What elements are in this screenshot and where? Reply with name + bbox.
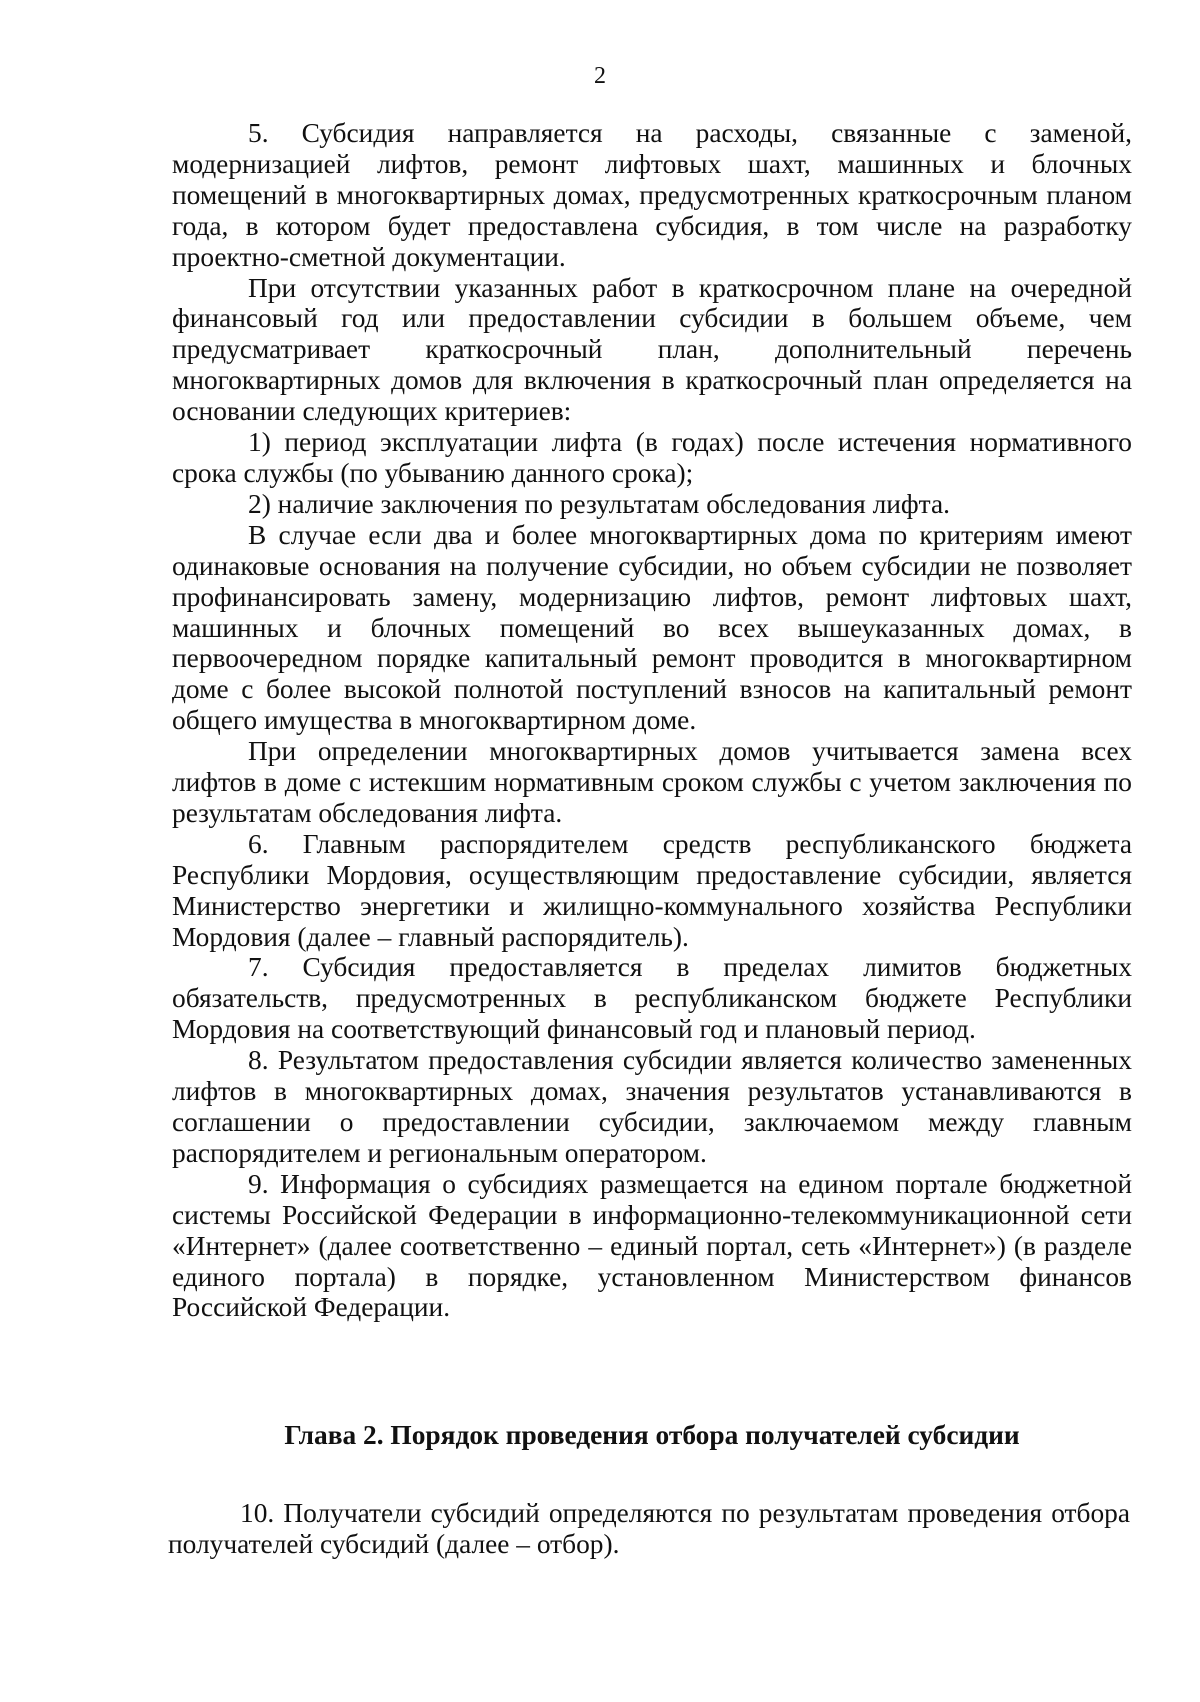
paragraph-5-additional-list: При отсутствии указанных работ в краткосрочном плане на очередной финансовый год или предоставлении субсидии в большем объеме, чем предусматривает краткосрочный план, дополнительный перечень многоквартирных домов для включения в краткосрочный план определяется на основании следующих критериев:	[172, 272, 1132, 427]
page-number: 2	[594, 63, 606, 89]
criterion-1: 1) период эксплуатации лифта (в годах) после истечения нормативного срока службы (по убыванию данного срока);	[172, 427, 1132, 488]
paragraph-10: 10. Получатели субсидий определяются по результатам проведения отбора получателей субсидий (далее – отбор).	[168, 1498, 1130, 1559]
paragraph-9: 9. Информация о субсидиях размещается на едином портале бюджетной системы Российской Федерации в информационно-телекоммуникационной сети «Интернет» (далее соответственно – единый портал, сеть «Интернет») (в разделе единого портала) в порядке, установленном Министерством финансов Российской Федерации.	[172, 1168, 1132, 1323]
paragraph-5-lift-replacement: При определении многоквартирных домов учитывается замена всех лифтов в доме с истекшим нормативным сроком службы с учетом заключения по результатам обследования лифта.	[172, 736, 1132, 828]
chapter-2-title: Глава 2. Порядок проведения отбора получателей субсидии	[284, 1420, 1020, 1450]
paragraph-8: 8. Результатом предоставления субсидии является количество замененных лифтов в многоквартирных домах, значения результатов устанавливаются в соглашении о предоставлении субсидии, заключаемом между главным распорядителем и региональным оператором.	[172, 1045, 1132, 1168]
chapter-2-body	[168, 1498, 1130, 1560]
paragraph-5-equal-grounds: В случае если два и более многоквартирных дома по критериям имеют одинаковые основания на получение субсидии, но объем субсидии не позволяет профинансировать замену, модернизацию лифтов, ремонт лифтовых шахт, машинных и блочных помещений во всех вышеуказанных домах, в первоочередном порядке капитальный ремонт проводится в многоквартирном доме с более высокой полнотой поступлений взносов на капитальный ремонт общего имущества в многоквартирном доме.	[172, 519, 1132, 736]
paragraph-6: 6. Главным распорядителем средств республиканского бюджета Республики Мордовия, осуществляющим предоставление субсидии, является Министерство энергетики и жилищно-коммунального хозяйства Республики Мордовия (далее – главный распорядитель).	[172, 828, 1132, 952]
paragraph-5: 5. Субсидия направляется на расходы, связанные с заменой, модернизацией лифтов, ремонт лифтовых шахт, машинных и блочных помещений в многоквартирных домах, предусмотренных краткосрочным планом года, в котором будет предоставлена субсидия, в том числе на разработку проектно-сметной документации.	[172, 118, 1132, 272]
paragraph-7: 7. Субсидия предоставляется в пределах лимитов бюджетных обязательств, предусмотренных в республиканском бюджете Республики Мордовия на соответствующий финансовый год и плановый период.	[172, 952, 1132, 1045]
criterion-2: 2) наличие заключения по результатам обследования лифта.	[248, 488, 950, 519]
document-body	[172, 118, 1132, 1323]
